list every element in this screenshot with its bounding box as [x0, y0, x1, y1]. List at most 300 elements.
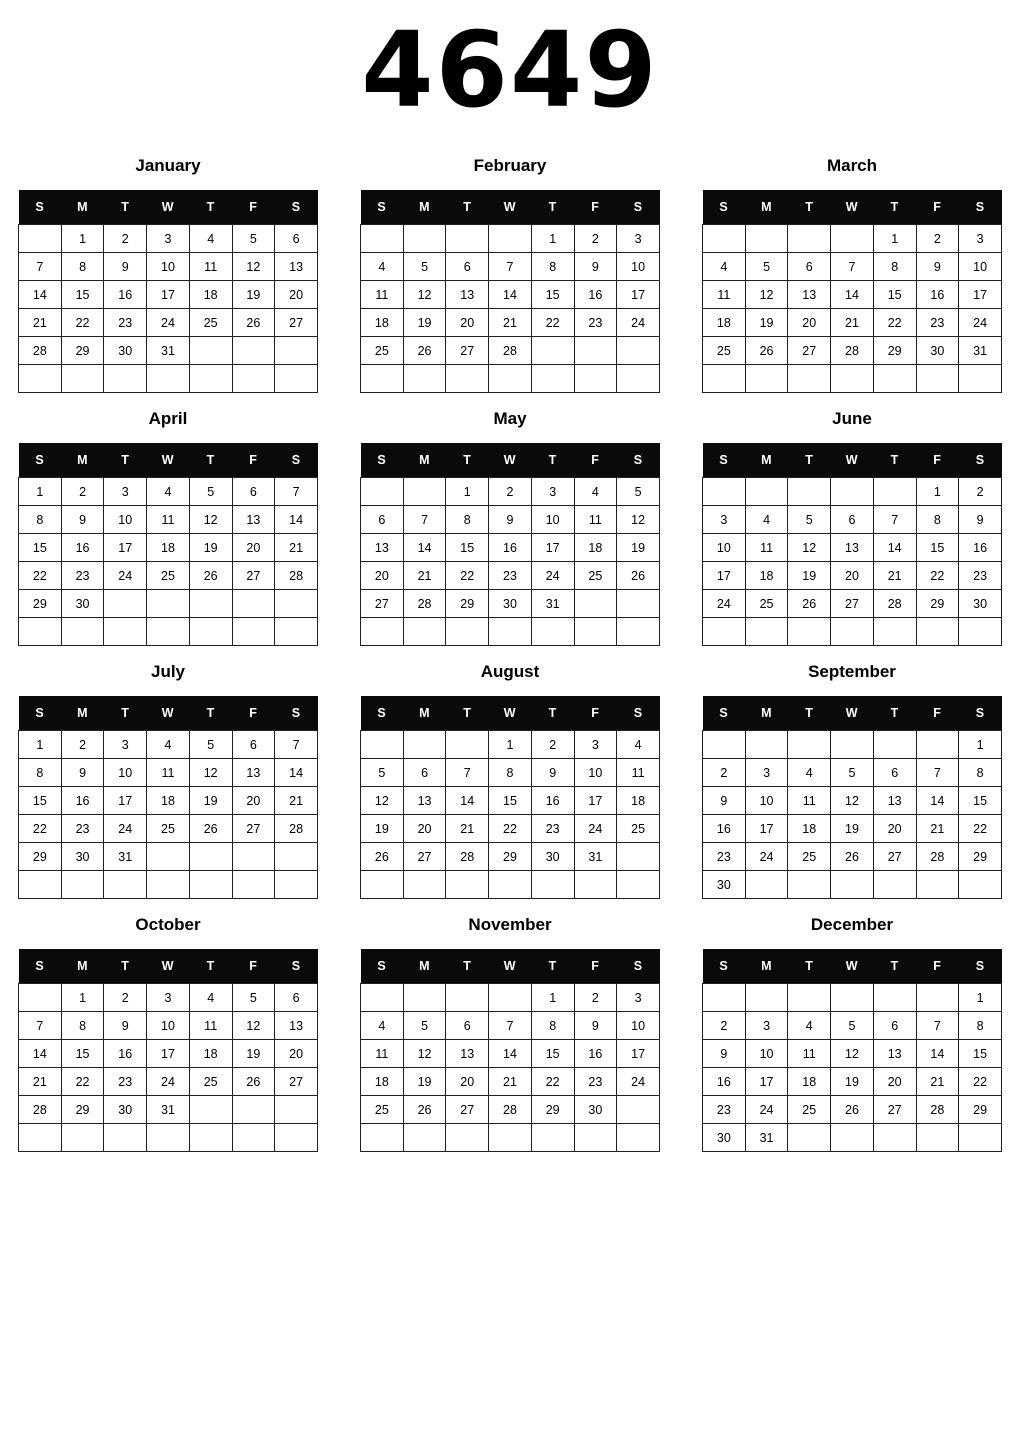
- day-cell[interactable]: 7: [873, 506, 916, 534]
- day-cell[interactable]: 17: [703, 562, 746, 590]
- day-cell[interactable]: 15: [873, 281, 916, 309]
- day-cell[interactable]: 6: [275, 984, 318, 1012]
- day-cell[interactable]: 7: [446, 759, 489, 787]
- day-cell[interactable]: 24: [617, 1068, 660, 1096]
- day-cell[interactable]: 29: [61, 337, 104, 365]
- day-cell[interactable]: 25: [147, 562, 190, 590]
- day-cell[interactable]: 28: [19, 1096, 62, 1124]
- day-cell[interactable]: 15: [489, 787, 532, 815]
- day-cell[interactable]: 11: [361, 281, 404, 309]
- day-cell[interactable]: 13: [403, 787, 446, 815]
- day-cell[interactable]: 10: [574, 759, 617, 787]
- day-cell[interactable]: 23: [703, 843, 746, 871]
- day-cell[interactable]: 3: [147, 984, 190, 1012]
- day-cell[interactable]: 11: [745, 534, 788, 562]
- day-cell[interactable]: 4: [745, 506, 788, 534]
- day-cell[interactable]: 19: [831, 1068, 874, 1096]
- day-cell[interactable]: 9: [959, 506, 1002, 534]
- day-cell[interactable]: 8: [19, 506, 62, 534]
- day-cell[interactable]: 30: [959, 590, 1002, 618]
- day-cell[interactable]: 28: [275, 815, 318, 843]
- day-cell[interactable]: 21: [19, 1068, 62, 1096]
- day-cell[interactable]: 25: [189, 1068, 232, 1096]
- day-cell[interactable]: 24: [703, 590, 746, 618]
- day-cell[interactable]: 14: [489, 281, 532, 309]
- day-cell[interactable]: 5: [232, 225, 275, 253]
- day-cell[interactable]: 24: [959, 309, 1002, 337]
- day-cell[interactable]: 11: [189, 1012, 232, 1040]
- day-cell[interactable]: 7: [19, 1012, 62, 1040]
- day-cell[interactable]: 15: [19, 787, 62, 815]
- day-cell[interactable]: 22: [61, 1068, 104, 1096]
- day-cell[interactable]: 16: [61, 787, 104, 815]
- day-cell[interactable]: 13: [446, 1040, 489, 1068]
- day-cell[interactable]: 20: [873, 815, 916, 843]
- day-cell[interactable]: 17: [104, 534, 147, 562]
- day-cell[interactable]: 4: [189, 225, 232, 253]
- day-cell[interactable]: 6: [446, 253, 489, 281]
- day-cell[interactable]: 23: [959, 562, 1002, 590]
- day-cell[interactable]: 14: [275, 506, 318, 534]
- day-cell[interactable]: 17: [617, 281, 660, 309]
- day-cell[interactable]: 18: [788, 1068, 831, 1096]
- day-cell[interactable]: 21: [916, 815, 959, 843]
- day-cell[interactable]: 22: [916, 562, 959, 590]
- day-cell[interactable]: 23: [104, 309, 147, 337]
- day-cell[interactable]: 9: [531, 759, 574, 787]
- day-cell[interactable]: 15: [446, 534, 489, 562]
- day-cell[interactable]: 8: [959, 759, 1002, 787]
- day-cell[interactable]: 30: [61, 843, 104, 871]
- day-cell[interactable]: 11: [703, 281, 746, 309]
- day-cell[interactable]: 9: [703, 1040, 746, 1068]
- day-cell[interactable]: 28: [19, 337, 62, 365]
- day-cell[interactable]: 18: [574, 534, 617, 562]
- day-cell[interactable]: 7: [403, 506, 446, 534]
- day-cell[interactable]: 23: [703, 1096, 746, 1124]
- day-cell[interactable]: 26: [361, 843, 404, 871]
- day-cell[interactable]: 21: [489, 309, 532, 337]
- day-cell[interactable]: 26: [403, 337, 446, 365]
- day-cell[interactable]: 31: [147, 1096, 190, 1124]
- day-cell[interactable]: 11: [574, 506, 617, 534]
- day-cell[interactable]: 8: [446, 506, 489, 534]
- day-cell[interactable]: 12: [189, 506, 232, 534]
- day-cell[interactable]: 8: [531, 1012, 574, 1040]
- day-cell[interactable]: 10: [703, 534, 746, 562]
- day-cell[interactable]: 3: [147, 225, 190, 253]
- day-cell[interactable]: 4: [361, 1012, 404, 1040]
- day-cell[interactable]: 17: [745, 815, 788, 843]
- day-cell[interactable]: 9: [61, 506, 104, 534]
- day-cell[interactable]: 16: [104, 1040, 147, 1068]
- day-cell[interactable]: 6: [275, 225, 318, 253]
- day-cell[interactable]: 5: [831, 759, 874, 787]
- day-cell[interactable]: 5: [788, 506, 831, 534]
- day-cell[interactable]: 19: [403, 309, 446, 337]
- day-cell[interactable]: 17: [147, 281, 190, 309]
- day-cell[interactable]: 17: [104, 787, 147, 815]
- day-cell[interactable]: 29: [873, 337, 916, 365]
- day-cell[interactable]: 4: [574, 478, 617, 506]
- day-cell[interactable]: 26: [189, 562, 232, 590]
- day-cell[interactable]: 5: [831, 1012, 874, 1040]
- day-cell[interactable]: 21: [275, 534, 318, 562]
- day-cell[interactable]: 27: [446, 337, 489, 365]
- day-cell[interactable]: 6: [831, 506, 874, 534]
- day-cell[interactable]: 6: [873, 759, 916, 787]
- day-cell[interactable]: 2: [104, 225, 147, 253]
- day-cell[interactable]: 19: [232, 281, 275, 309]
- day-cell[interactable]: 19: [189, 787, 232, 815]
- day-cell[interactable]: 1: [61, 984, 104, 1012]
- day-cell[interactable]: 12: [232, 1012, 275, 1040]
- day-cell[interactable]: 23: [574, 1068, 617, 1096]
- day-cell[interactable]: 9: [104, 253, 147, 281]
- day-cell[interactable]: 28: [916, 843, 959, 871]
- day-cell[interactable]: 6: [232, 731, 275, 759]
- day-cell[interactable]: 30: [489, 590, 532, 618]
- day-cell[interactable]: 20: [446, 1068, 489, 1096]
- day-cell[interactable]: 16: [574, 281, 617, 309]
- day-cell[interactable]: 21: [873, 562, 916, 590]
- day-cell[interactable]: 23: [531, 815, 574, 843]
- day-cell[interactable]: 29: [916, 590, 959, 618]
- day-cell[interactable]: 30: [916, 337, 959, 365]
- day-cell[interactable]: 2: [104, 984, 147, 1012]
- day-cell[interactable]: 8: [489, 759, 532, 787]
- day-cell[interactable]: 24: [745, 1096, 788, 1124]
- day-cell[interactable]: 4: [788, 1012, 831, 1040]
- day-cell[interactable]: 19: [232, 1040, 275, 1068]
- day-cell[interactable]: 26: [189, 815, 232, 843]
- day-cell[interactable]: 19: [189, 534, 232, 562]
- day-cell[interactable]: 12: [232, 253, 275, 281]
- day-cell[interactable]: 15: [531, 281, 574, 309]
- day-cell[interactable]: 2: [61, 731, 104, 759]
- day-cell[interactable]: 21: [275, 787, 318, 815]
- day-cell[interactable]: 26: [403, 1096, 446, 1124]
- day-cell[interactable]: 3: [574, 731, 617, 759]
- day-cell[interactable]: 14: [916, 1040, 959, 1068]
- day-cell[interactable]: 30: [61, 590, 104, 618]
- day-cell[interactable]: 4: [189, 984, 232, 1012]
- day-cell[interactable]: 29: [19, 843, 62, 871]
- day-cell[interactable]: 15: [19, 534, 62, 562]
- day-cell[interactable]: 19: [745, 309, 788, 337]
- day-cell[interactable]: 26: [745, 337, 788, 365]
- day-cell[interactable]: 13: [232, 759, 275, 787]
- day-cell[interactable]: 28: [275, 562, 318, 590]
- day-cell[interactable]: 9: [574, 253, 617, 281]
- day-cell[interactable]: 30: [531, 843, 574, 871]
- day-cell[interactable]: 8: [531, 253, 574, 281]
- day-cell[interactable]: 29: [959, 843, 1002, 871]
- day-cell[interactable]: 23: [61, 815, 104, 843]
- day-cell[interactable]: 14: [403, 534, 446, 562]
- day-cell[interactable]: 16: [959, 534, 1002, 562]
- day-cell[interactable]: 22: [19, 815, 62, 843]
- day-cell[interactable]: 7: [916, 1012, 959, 1040]
- day-cell[interactable]: 11: [147, 759, 190, 787]
- day-cell[interactable]: 26: [617, 562, 660, 590]
- day-cell[interactable]: 4: [147, 731, 190, 759]
- day-cell[interactable]: 14: [275, 759, 318, 787]
- day-cell[interactable]: 24: [147, 1068, 190, 1096]
- day-cell[interactable]: 9: [104, 1012, 147, 1040]
- day-cell[interactable]: 6: [361, 506, 404, 534]
- day-cell[interactable]: 11: [361, 1040, 404, 1068]
- day-cell[interactable]: 26: [831, 1096, 874, 1124]
- day-cell[interactable]: 25: [703, 337, 746, 365]
- day-cell[interactable]: 13: [831, 534, 874, 562]
- day-cell[interactable]: 17: [617, 1040, 660, 1068]
- day-cell[interactable]: 6: [446, 1012, 489, 1040]
- day-cell[interactable]: 29: [959, 1096, 1002, 1124]
- day-cell[interactable]: 13: [788, 281, 831, 309]
- day-cell[interactable]: 24: [104, 815, 147, 843]
- day-cell[interactable]: 27: [873, 1096, 916, 1124]
- day-cell[interactable]: 9: [703, 787, 746, 815]
- day-cell[interactable]: 13: [873, 787, 916, 815]
- day-cell[interactable]: 31: [745, 1124, 788, 1152]
- day-cell[interactable]: 15: [61, 281, 104, 309]
- day-cell[interactable]: 31: [104, 843, 147, 871]
- day-cell[interactable]: 24: [147, 309, 190, 337]
- day-cell[interactable]: 2: [916, 225, 959, 253]
- day-cell[interactable]: 7: [489, 1012, 532, 1040]
- day-cell[interactable]: 21: [446, 815, 489, 843]
- day-cell[interactable]: 11: [189, 253, 232, 281]
- day-cell[interactable]: 17: [959, 281, 1002, 309]
- day-cell[interactable]: 4: [788, 759, 831, 787]
- day-cell[interactable]: 9: [916, 253, 959, 281]
- day-cell[interactable]: 7: [275, 478, 318, 506]
- day-cell[interactable]: 20: [873, 1068, 916, 1096]
- day-cell[interactable]: 12: [189, 759, 232, 787]
- day-cell[interactable]: 12: [788, 534, 831, 562]
- day-cell[interactable]: 3: [104, 731, 147, 759]
- day-cell[interactable]: 12: [745, 281, 788, 309]
- day-cell[interactable]: 16: [489, 534, 532, 562]
- day-cell[interactable]: 3: [104, 478, 147, 506]
- day-cell[interactable]: 2: [703, 1012, 746, 1040]
- day-cell[interactable]: 13: [232, 506, 275, 534]
- day-cell[interactable]: 25: [617, 815, 660, 843]
- day-cell[interactable]: 14: [19, 1040, 62, 1068]
- day-cell[interactable]: 6: [873, 1012, 916, 1040]
- day-cell[interactable]: 14: [446, 787, 489, 815]
- day-cell[interactable]: 8: [19, 759, 62, 787]
- day-cell[interactable]: 2: [703, 759, 746, 787]
- day-cell[interactable]: 7: [916, 759, 959, 787]
- day-cell[interactable]: 30: [703, 871, 746, 899]
- day-cell[interactable]: 29: [61, 1096, 104, 1124]
- day-cell[interactable]: 27: [873, 843, 916, 871]
- day-cell[interactable]: 6: [403, 759, 446, 787]
- day-cell[interactable]: 25: [745, 590, 788, 618]
- day-cell[interactable]: 29: [19, 590, 62, 618]
- day-cell[interactable]: 26: [831, 843, 874, 871]
- day-cell[interactable]: 25: [147, 815, 190, 843]
- day-cell[interactable]: 1: [19, 478, 62, 506]
- day-cell[interactable]: 4: [617, 731, 660, 759]
- day-cell[interactable]: 4: [147, 478, 190, 506]
- day-cell[interactable]: 23: [574, 309, 617, 337]
- day-cell[interactable]: 31: [959, 337, 1002, 365]
- day-cell[interactable]: 18: [361, 309, 404, 337]
- day-cell[interactable]: 18: [617, 787, 660, 815]
- day-cell[interactable]: 10: [147, 253, 190, 281]
- day-cell[interactable]: 10: [617, 1012, 660, 1040]
- day-cell[interactable]: 31: [531, 590, 574, 618]
- day-cell[interactable]: 13: [873, 1040, 916, 1068]
- day-cell[interactable]: 5: [403, 1012, 446, 1040]
- day-cell[interactable]: 24: [617, 309, 660, 337]
- day-cell[interactable]: 19: [403, 1068, 446, 1096]
- day-cell[interactable]: 1: [916, 478, 959, 506]
- day-cell[interactable]: 18: [147, 787, 190, 815]
- day-cell[interactable]: 7: [275, 731, 318, 759]
- day-cell[interactable]: 20: [232, 534, 275, 562]
- day-cell[interactable]: 13: [275, 1012, 318, 1040]
- day-cell[interactable]: 16: [703, 815, 746, 843]
- day-cell[interactable]: 25: [788, 843, 831, 871]
- day-cell[interactable]: 19: [788, 562, 831, 590]
- day-cell[interactable]: 9: [574, 1012, 617, 1040]
- day-cell[interactable]: 28: [873, 590, 916, 618]
- day-cell[interactable]: 12: [403, 1040, 446, 1068]
- day-cell[interactable]: 17: [574, 787, 617, 815]
- day-cell[interactable]: 6: [232, 478, 275, 506]
- day-cell[interactable]: 10: [617, 253, 660, 281]
- day-cell[interactable]: 19: [617, 534, 660, 562]
- day-cell[interactable]: 26: [788, 590, 831, 618]
- day-cell[interactable]: 27: [831, 590, 874, 618]
- day-cell[interactable]: 18: [703, 309, 746, 337]
- day-cell[interactable]: 27: [788, 337, 831, 365]
- day-cell[interactable]: 5: [189, 478, 232, 506]
- day-cell[interactable]: 30: [703, 1124, 746, 1152]
- day-cell[interactable]: 1: [531, 225, 574, 253]
- day-cell[interactable]: 17: [745, 1068, 788, 1096]
- day-cell[interactable]: 8: [873, 253, 916, 281]
- day-cell[interactable]: 1: [61, 225, 104, 253]
- day-cell[interactable]: 16: [916, 281, 959, 309]
- day-cell[interactable]: 16: [703, 1068, 746, 1096]
- day-cell[interactable]: 12: [831, 787, 874, 815]
- day-cell[interactable]: 15: [959, 787, 1002, 815]
- day-cell[interactable]: 10: [147, 1012, 190, 1040]
- day-cell[interactable]: 24: [104, 562, 147, 590]
- day-cell[interactable]: 7: [489, 253, 532, 281]
- day-cell[interactable]: 1: [489, 731, 532, 759]
- day-cell[interactable]: 19: [361, 815, 404, 843]
- day-cell[interactable]: 24: [574, 815, 617, 843]
- day-cell[interactable]: 12: [831, 1040, 874, 1068]
- day-cell[interactable]: 30: [104, 337, 147, 365]
- day-cell[interactable]: 10: [104, 759, 147, 787]
- day-cell[interactable]: 15: [61, 1040, 104, 1068]
- day-cell[interactable]: 15: [531, 1040, 574, 1068]
- day-cell[interactable]: 27: [232, 815, 275, 843]
- day-cell[interactable]: 25: [788, 1096, 831, 1124]
- day-cell[interactable]: 14: [19, 281, 62, 309]
- day-cell[interactable]: 23: [61, 562, 104, 590]
- day-cell[interactable]: 22: [959, 1068, 1002, 1096]
- day-cell[interactable]: 11: [788, 1040, 831, 1068]
- day-cell[interactable]: 20: [403, 815, 446, 843]
- day-cell[interactable]: 3: [745, 1012, 788, 1040]
- day-cell[interactable]: 27: [446, 1096, 489, 1124]
- day-cell[interactable]: 1: [959, 731, 1002, 759]
- day-cell[interactable]: 13: [446, 281, 489, 309]
- day-cell[interactable]: 3: [617, 225, 660, 253]
- day-cell[interactable]: 3: [745, 759, 788, 787]
- day-cell[interactable]: 24: [745, 843, 788, 871]
- day-cell[interactable]: 3: [617, 984, 660, 1012]
- day-cell[interactable]: 14: [831, 281, 874, 309]
- day-cell[interactable]: 18: [189, 1040, 232, 1068]
- day-cell[interactable]: 21: [19, 309, 62, 337]
- day-cell[interactable]: 5: [232, 984, 275, 1012]
- day-cell[interactable]: 8: [916, 506, 959, 534]
- day-cell[interactable]: 16: [531, 787, 574, 815]
- day-cell[interactable]: 27: [275, 309, 318, 337]
- day-cell[interactable]: 20: [232, 787, 275, 815]
- day-cell[interactable]: 5: [617, 478, 660, 506]
- day-cell[interactable]: 1: [873, 225, 916, 253]
- day-cell[interactable]: 9: [489, 506, 532, 534]
- day-cell[interactable]: 18: [361, 1068, 404, 1096]
- day-cell[interactable]: 19: [831, 815, 874, 843]
- day-cell[interactable]: 6: [788, 253, 831, 281]
- day-cell[interactable]: 27: [403, 843, 446, 871]
- day-cell[interactable]: 5: [189, 731, 232, 759]
- day-cell[interactable]: 18: [745, 562, 788, 590]
- day-cell[interactable]: 7: [19, 253, 62, 281]
- day-cell[interactable]: 10: [104, 506, 147, 534]
- day-cell[interactable]: 27: [361, 590, 404, 618]
- day-cell[interactable]: 22: [531, 309, 574, 337]
- day-cell[interactable]: 16: [574, 1040, 617, 1068]
- day-cell[interactable]: 25: [361, 337, 404, 365]
- day-cell[interactable]: 2: [489, 478, 532, 506]
- day-cell[interactable]: 16: [61, 534, 104, 562]
- day-cell[interactable]: 18: [147, 534, 190, 562]
- day-cell[interactable]: 23: [489, 562, 532, 590]
- day-cell[interactable]: 15: [916, 534, 959, 562]
- day-cell[interactable]: 13: [275, 253, 318, 281]
- day-cell[interactable]: 21: [831, 309, 874, 337]
- day-cell[interactable]: 2: [531, 731, 574, 759]
- day-cell[interactable]: 2: [959, 478, 1002, 506]
- day-cell[interactable]: 23: [104, 1068, 147, 1096]
- day-cell[interactable]: 31: [147, 337, 190, 365]
- day-cell[interactable]: 28: [403, 590, 446, 618]
- day-cell[interactable]: 28: [831, 337, 874, 365]
- day-cell[interactable]: 11: [147, 506, 190, 534]
- day-cell[interactable]: 22: [19, 562, 62, 590]
- day-cell[interactable]: 12: [403, 281, 446, 309]
- day-cell[interactable]: 9: [61, 759, 104, 787]
- day-cell[interactable]: 10: [531, 506, 574, 534]
- day-cell[interactable]: 20: [361, 562, 404, 590]
- day-cell[interactable]: 20: [788, 309, 831, 337]
- day-cell[interactable]: 18: [189, 281, 232, 309]
- day-cell[interactable]: 28: [489, 337, 532, 365]
- day-cell[interactable]: 3: [531, 478, 574, 506]
